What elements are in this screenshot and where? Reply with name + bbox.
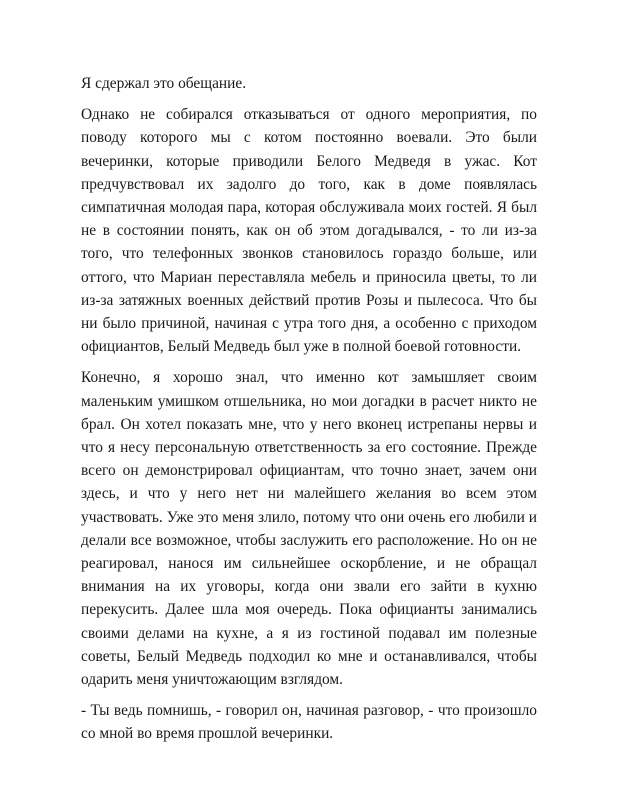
paragraph-dialogue: - Ты ведь помнишь, - говорил он, начиная разговор, - что произошло со мной во время прошлой вечеринки.: [81, 702, 537, 743]
paragraph-parties: Однако не собирался отказываться от одного мероприятия, по поводу которого мы с котом постоянно воевали. Это были вечеринки, которые приводили Белого Медведя в ужас. Кот предчувствовал их задолго до того, как в доме появлялась симпатичная молодая пара, которая обслуживала моих гостей. Я был не в состоянии понять, как он об этом догадывался, - то ли из-за того, что телефонных звонков становилось гораздо больше, или оттого, что Мариан переставляла мебель и приносила цветы, то ли из-за затяжных военных действий против Розы и пылесоса. Что бы ни было причиной, начиная с утра того дня, а особенно с приходом официантов, Белый Медведь был уже в полной боевой готовности.: [81, 106, 537, 356]
body-text: [81, 72, 537, 754]
paragraph-cat-plan: Конечно, я хорошо знал, что именно кот замышляет своим маленьким умишком отшельника, но мои догадки в расчет никто не брал. Он хотел показать мне, что у него вконец истрепаны нервы и что я несу персональную ответственность за его состояние. Прежде всего он демонстрировал официантам, что точно знает, зачем они здесь, и что у него нет ни малейшего желания во всем этом участвовать. Уже это меня злило, потому что они очень его любили и делали все возможное, чтобы заслужить его расположение. Но он не реагировал, нанося им сильнейшее оскорбление, и не обращал внимания на их уговоры, когда они звали его зайти в кухню перекусить. Далее шла моя очередь. Пока официанты занимались своими делами на кухне, а я из гостиной подавал им полезные советы, Белый Медведь подходил ко мне и останавливался, чтобы одарить меня уничтожающим взглядом.: [81, 369, 537, 689]
paragraph-promise: Я сдержал это обещание.: [81, 75, 247, 92]
